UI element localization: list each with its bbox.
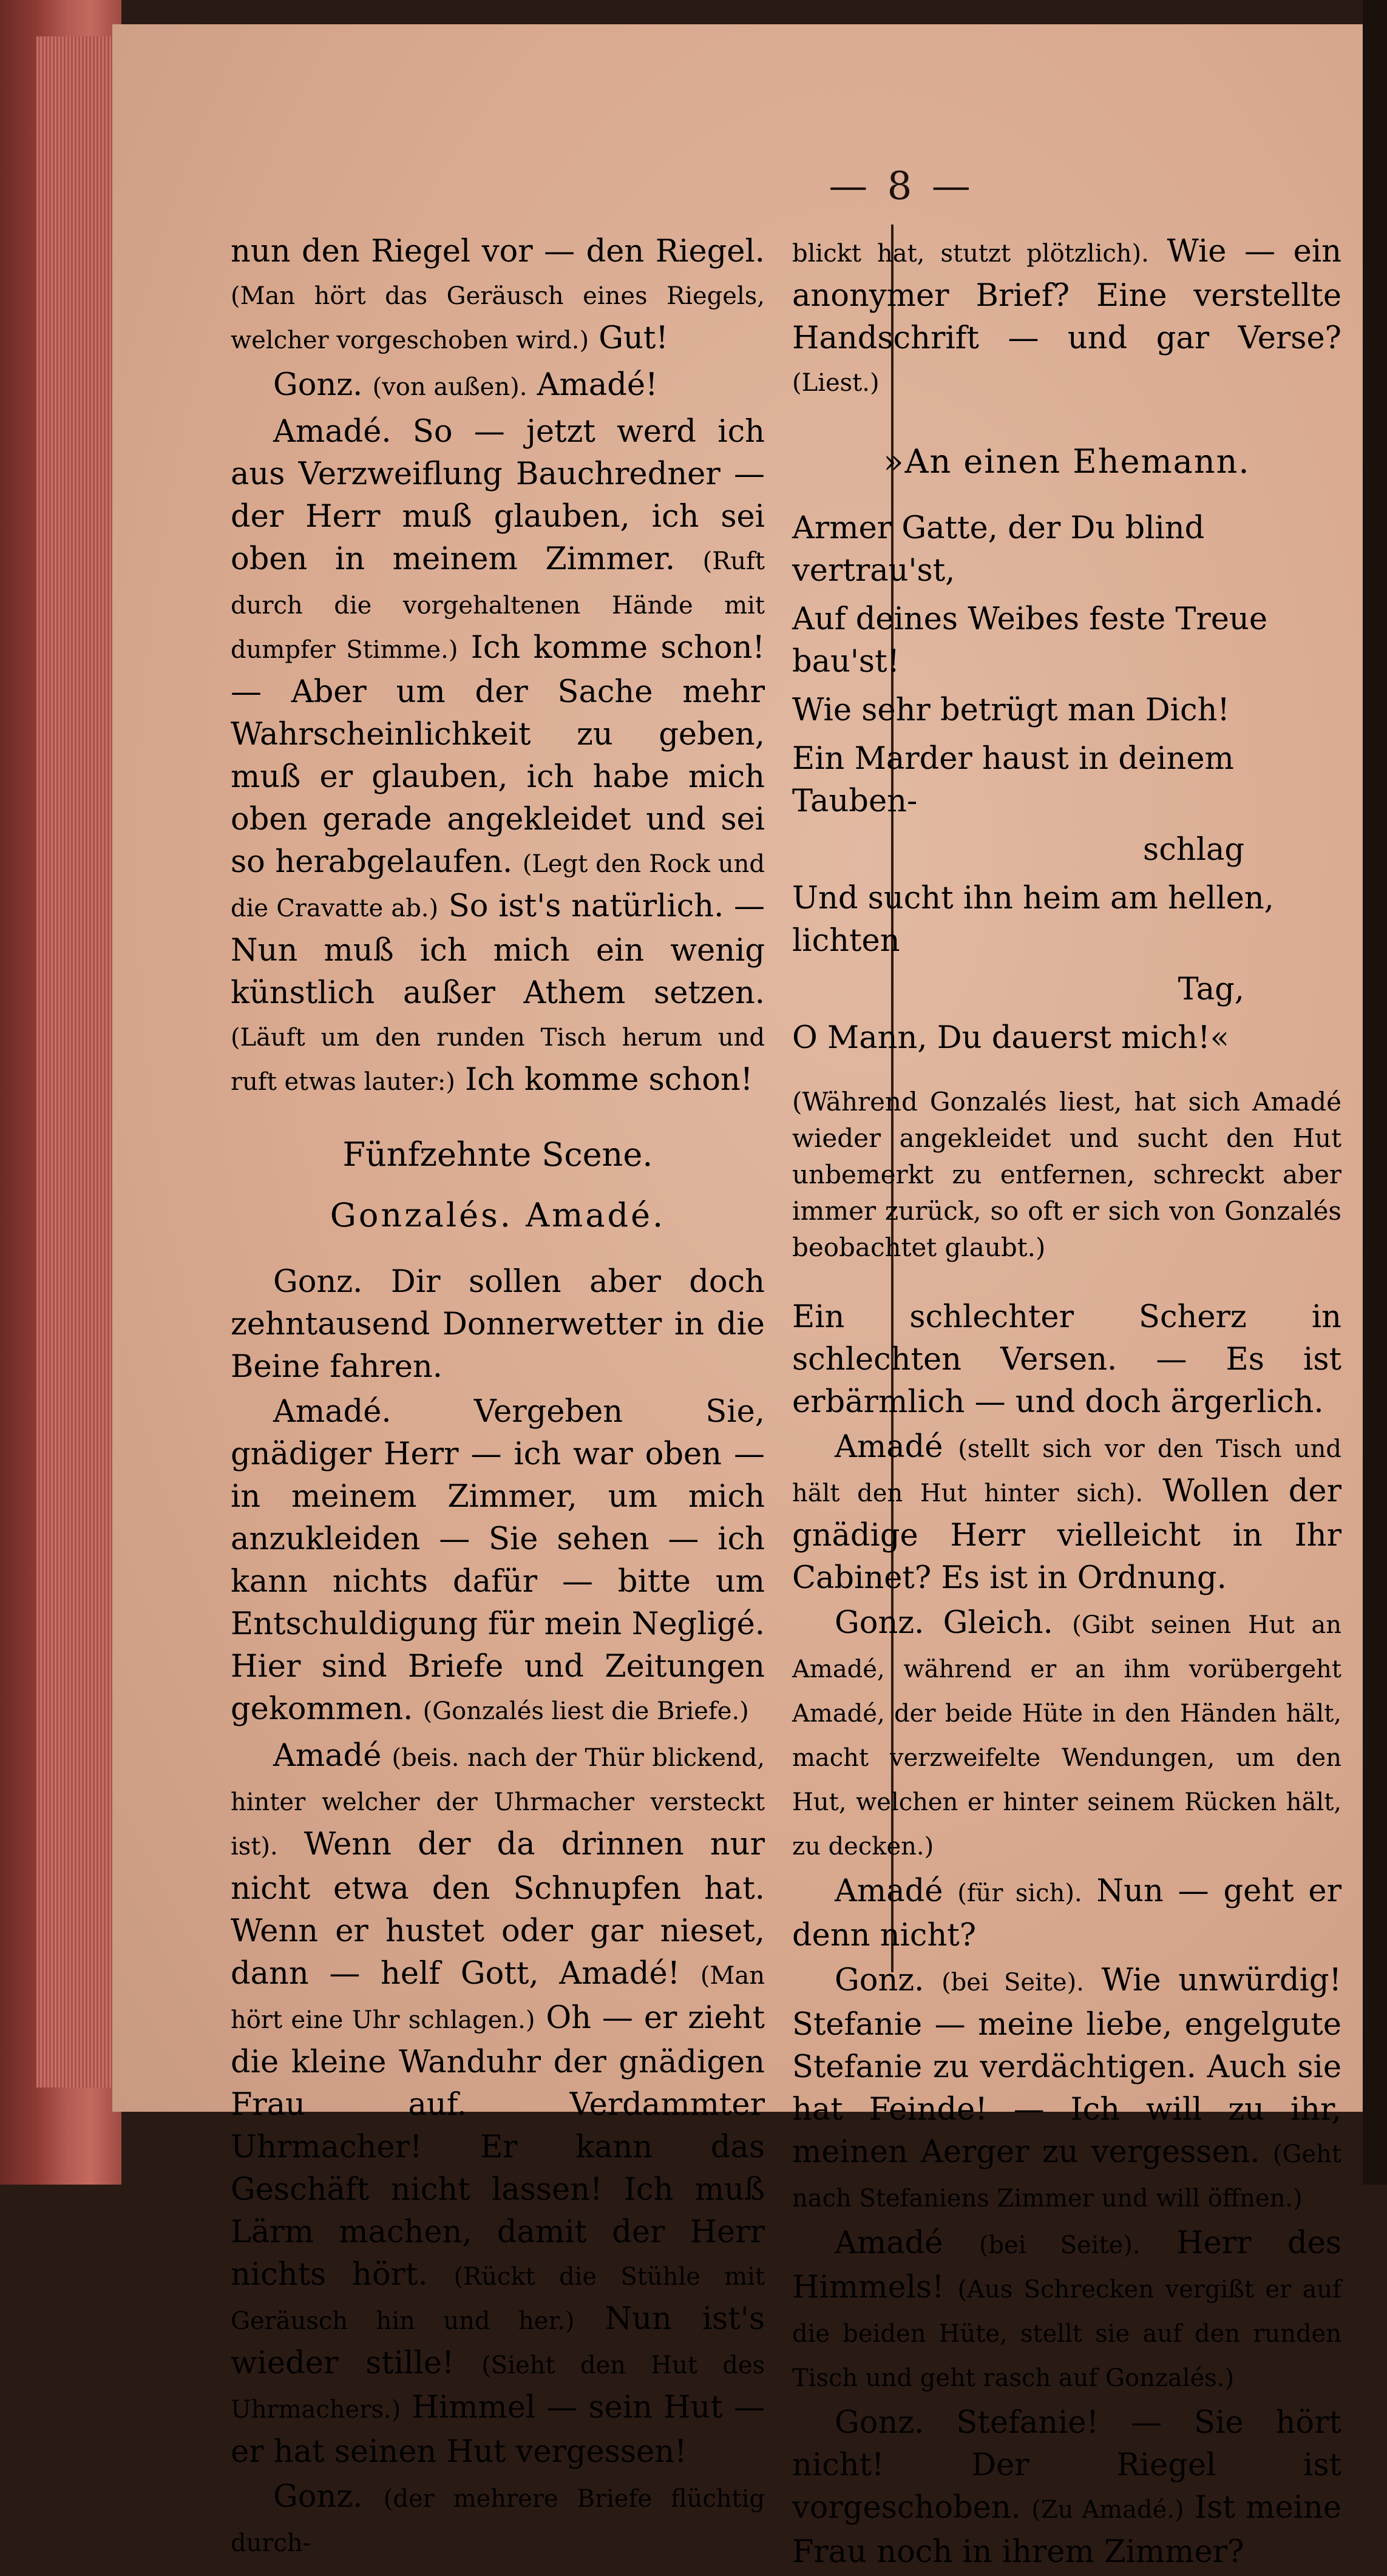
background-right	[1363, 0, 1387, 2185]
paragraph: Amadé. Vergeben Sie, gnädiger Herr — ich war oben — in meinem Zimmer, um mich anzukleiden — Sie sehen — ich kann nichts dafür — bitte um Entschuldigung für mein Negligé. Hier sind Briefe und Zeitungen gekommen. (Gonzalés liest die Briefe.)	[231, 1394, 765, 1727]
poem-line: Und sucht ihn heim am hellen, lichten	[792, 881, 1274, 959]
stage-direction: (Während Gonzalés liest, hat sich Amadé wieder angekleidet und sucht den Hut unbemerkt zu entfernen, schreckt aber immer zurück, so oft er sich von Gonzalés beobachtet glaubt.)	[792, 1087, 1341, 1262]
paragraph: Amadé (stellt sich vor den Tisch und hält den Hut hinter sich). Wollen der gnädige Herr vielleicht in Ihr Cabinet? Es ist in Ordnung.	[792, 1429, 1342, 1596]
scene-persons: Gonzalés. Amadé.	[330, 1196, 666, 1234]
poem	[792, 507, 1341, 1060]
poem-title: »An einen Ehemann.	[883, 442, 1250, 481]
paragraph: Amadé (bei Seite). Herr des Himmels! (Aus Schrecken vergißt er auf die beiden Hüte, stellt sie auf den runden Tisch und geht rasch auf Gonzalés.)	[792, 2225, 1341, 2392]
poem-line-carry: schlag	[1143, 832, 1244, 868]
paragraph: Gonz. Dir sollen aber doch zehntausend Donnerwetter in die Beine fahren.	[231, 1264, 765, 1385]
scene-title: Fünfzehnte Scene.	[342, 1135, 653, 1174]
poem-line: Ein Marder haust in deinem Tauben-	[792, 741, 1234, 819]
paragraph: Gonz. Stefanie! — Sie hört nicht! Der Riegel ist vorgeschoben. (Zu Amadé.) Ist meine Frau noch in ihrem Zimmer?	[792, 2405, 1341, 2570]
right-column	[792, 231, 1341, 2576]
paragraph: blickt hat, stutzt plötzlich). Wie — ein anonymer Brief? Eine verstellte Handschrift — und gar Verse? (Liest.)	[792, 234, 1341, 397]
paragraph: Gonz. (von außen). Amadé!	[273, 367, 658, 403]
poem-line: Wie sehr betrügt man Dich!	[792, 692, 1230, 728]
poem-line: Auf deines Weibes feste Treue bau'st!	[792, 601, 1268, 680]
paragraph: Gonz. (der mehrere Briefe flüchtig durch-	[231, 2479, 765, 2557]
paragraph: Amadé. So — jetzt werd ich aus Verzweiflung Bauchredner — der Herr muß glauben, ich sei oben in meinem Zimmer. (Ruft durch die vorgehaltenen Hände mit dumpfer Stimme.) Ich komme schon! — Aber um der Sache mehr Wahrscheinlichkeit zu geben, muß er glauben, ich habe mich oben gerade angekleidet und sei so herabgelaufen. (Legt den Rock und die Cravatte ab.) So ist's natürlich. — Nun muß ich mich ein wenig künstlich außer Athem setzen. (Läuft um den runden Tisch herum und ruft etwas lauter:) Ich komme schon!	[231, 414, 765, 1098]
page-edges	[36, 36, 115, 2088]
paragraph: Ein schlechter Scherz in schlechten Versen. — Es ist erbärmlich — und doch ärgerlich.	[792, 1299, 1341, 1420]
poem-line: Armer Gatte, der Du blind vertrau'st,	[792, 510, 1205, 589]
page-number: — 8 —	[829, 164, 974, 209]
poem-line-carry: Tag,	[1178, 972, 1244, 1007]
paragraph: Gonz. Gleich. (Gibt seinen Hut an Amadé, während er an ihm vorübergeht Amadé, der beide Hüte in den Händen hält, macht verzweifelte Wendungen, um den Hut, welchen er hinter seinem Rücken hält, zu decken.)	[792, 1605, 1341, 1861]
paragraph: Amadé (beis. nach der Thür blickend, hinter welcher der Uhrmacher versteckt ist). Wenn der da drinnen nur nicht etwa den Schnupfen hat. Wenn er hustet oder gar nieset, dann — helf Gott, Amadé! (Man hört eine Uhr schlagen.) Oh — er zieht die kleine Wanduhr der gnädigen Frau auf. Verdammter Uhrmacher! Er kann das Geschäft nicht lassen! Ich muß Lärm machen, damit der Herr nichts hört. (Rückt die Stühle mit Geräusch hin und her.) Nun ist's wieder stille! (Sieht den Hut des Uhrmachers.) Himmel — sein Hut — er hat seinen Hut vergessen!	[231, 1738, 765, 2470]
left-column	[231, 231, 765, 2567]
paragraph: Amadé (für sich). Nun — geht er denn nicht?	[792, 1873, 1341, 1953]
paragraph: nun den Riegel vor — den Riegel. (Man hört das Geräusch eines Riegels, welcher vorgeschoben wird.) Gut!	[231, 234, 765, 356]
paragraph: Gonz. (bei Seite). Wie unwürdig! Stefanie — meine liebe, engelgute Stefanie zu verdächtigen. Auch sie hat Feinde! — Ich will zu ihr, meinen Aerger zu vergessen. (Geht nach Stefaniens Zimmer und will öffnen.)	[792, 1962, 1341, 2213]
poem-line: O Mann, Du dauerst mich!«	[792, 1020, 1229, 1056]
